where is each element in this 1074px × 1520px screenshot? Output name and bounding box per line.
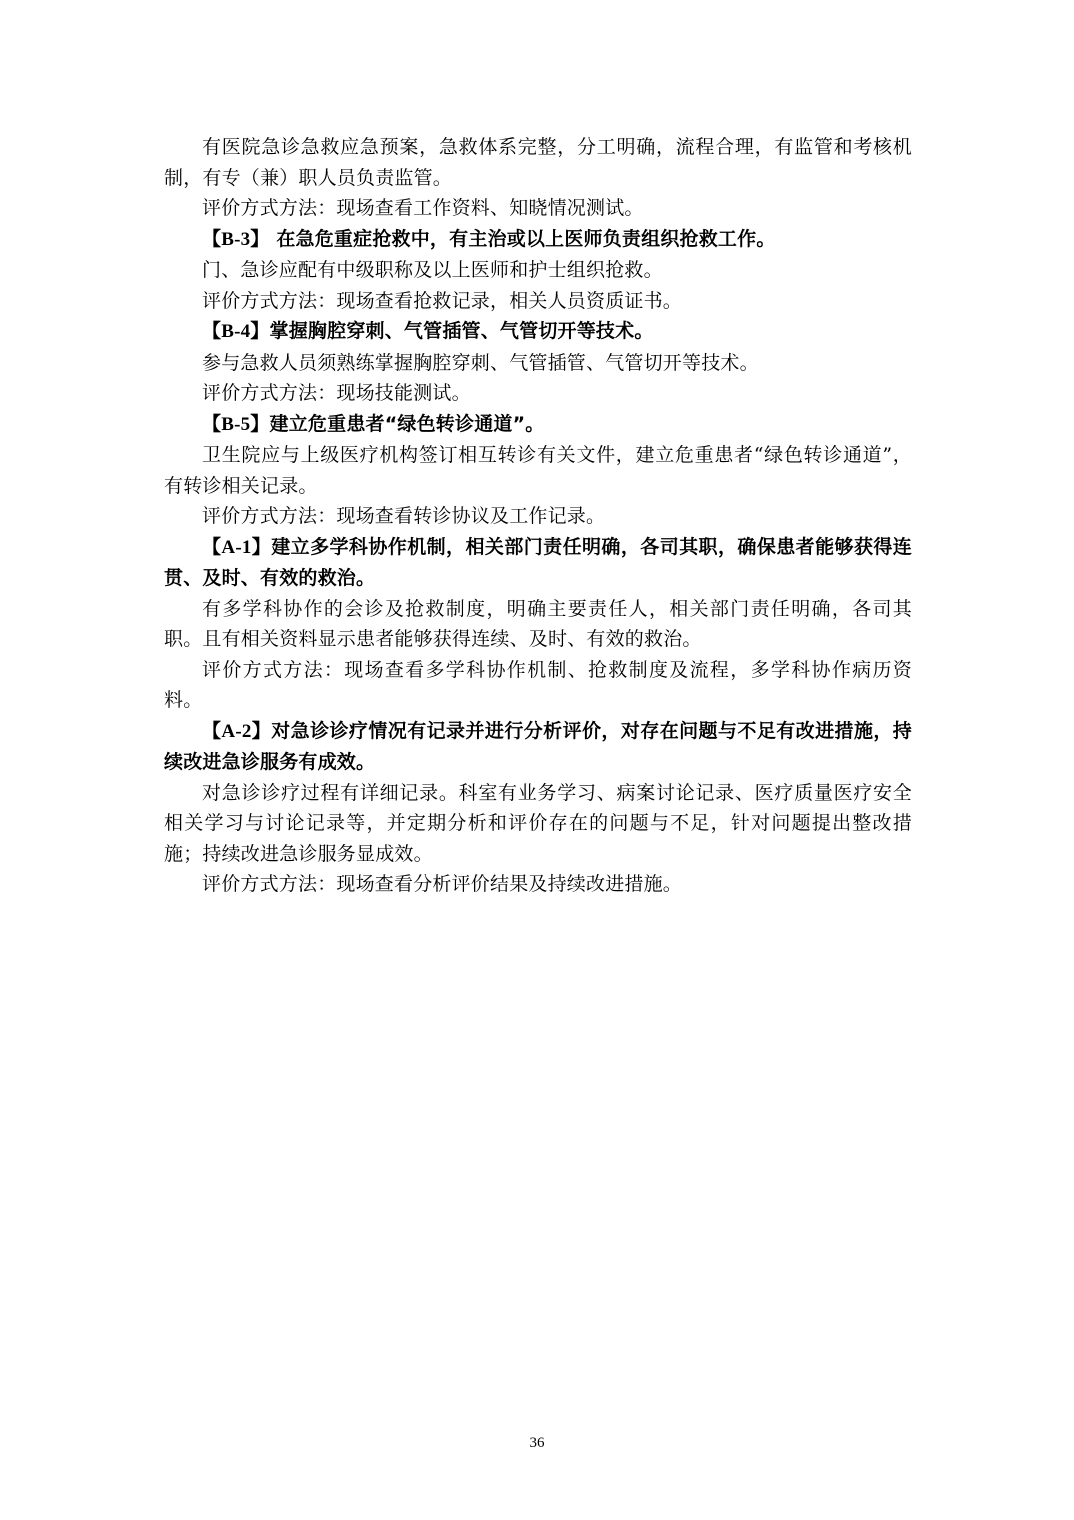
- criterion-heading: 对急诊诊疗情况有记录并进行分析评价，对存在问题与不足有改进措施，持续改进急诊服务有成效。: [164, 719, 912, 773]
- evaluation-method: 评价方式方法：现场技能测试。: [202, 382, 471, 404]
- criterion-b3: [164, 224, 912, 256]
- criterion-heading: 掌握胸腔穿刺、气管插管、气管切开等技术。: [269, 320, 654, 342]
- criterion-tag: 【A-1】: [202, 536, 272, 558]
- page-number: 36: [529, 1435, 545, 1451]
- evaluation-method: 评价方式方法：现场查看多学科协作机制、抢救制度及流程，多学科协作病历资料。: [164, 658, 912, 711]
- evaluation-method: 评价方式方法：现场查看抢救记录，相关人员资质证书。: [202, 289, 683, 312]
- criterion-tag: 【B-3】: [202, 228, 270, 250]
- paragraph-a2-detail: 对急诊诊疗过程有详细记录。科室有业务学习、病案讨论记录、医疗质量医疗安全相关学习与讨论记录等，并定期分析和评价存在的问题与不足，针对问题提出整改措施；持续改进急诊服务显成效。: [164, 781, 912, 865]
- page-body: [164, 132, 912, 900]
- criterion-a1: [164, 532, 912, 594]
- paragraph-b3-detail: 门、急诊应配有中级职称及以上医师和护士组织抢救。: [202, 259, 663, 281]
- criterion-tag: 【B-5】: [202, 413, 270, 435]
- criterion-tag: 【B-4】: [202, 321, 270, 342]
- evaluation-method: 评价方式方法：现场查看转诊协议及工作记录。: [202, 505, 606, 527]
- criterion-heading: 建立多学科协作机制，相关部门责任明确，各司其职，确保患者能够获得连贯、及时、有效的救治。: [164, 535, 912, 589]
- criterion-heading: 在急危重症抢救中，有主治或以上医师负责组织抢救工作。: [269, 227, 776, 250]
- criterion-a2: [164, 716, 912, 778]
- evaluation-method: 评价方式方法：现场查看工作资料、知晓情况测试。: [202, 197, 644, 219]
- criterion-b5: [164, 409, 912, 441]
- paragraph-b4-detail: 参与急救人员须熟练掌握胸腔穿刺、气管插管、气管切开等技术。: [202, 351, 759, 374]
- evaluation-method: 评价方式方法：现场查看分析评价结果及持续改进措施。: [202, 873, 683, 895]
- paragraph-a1-detail: 有多学科协作的会诊及抢救制度，明确主要责任人，相关部门责任明确，各司其职。且有相关资料显示患者能够获得连续、及时、有效的救治。: [164, 597, 912, 650]
- paragraph-emergency-plan: 有医院急诊急救应急预案，急救体系完整，分工明确，流程合理，有监管和考核机制，有专（兼）职人员负责监管。: [164, 136, 912, 189]
- paragraph-b5-detail: 卫生院应与上级医疗机构签订相互转诊有关文件，建立危重患者“绿色转诊通道”，有转诊相关记录。: [164, 444, 912, 497]
- criterion-tag: 【A-2】: [202, 720, 272, 742]
- criterion-heading: 建立危重患者“绿色转诊通道”。: [269, 412, 545, 435]
- criterion-b4: [164, 316, 912, 348]
